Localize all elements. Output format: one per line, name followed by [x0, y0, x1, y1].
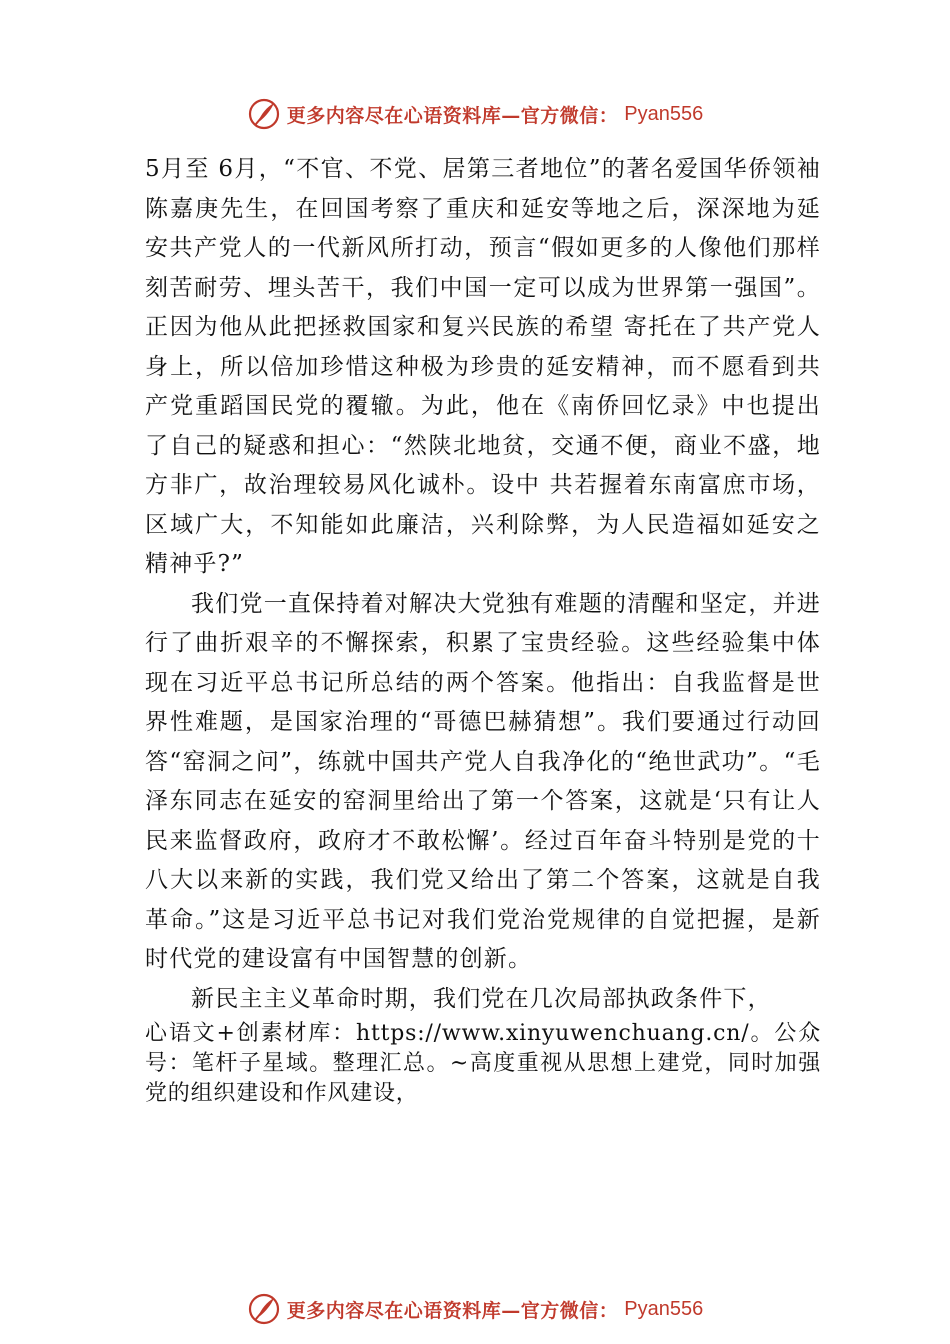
source-note: 心语文+创素材库：https://www.xinyuwenchuang.cn/。公众号：笔杆子星域。整理汇总。~高度重视从思想上建党，同时加强党的组织建设和作风建设， [145, 1021, 821, 1106]
footer-watermark [0, 1287, 950, 1331]
paragraph-new-democratic: 新民主主义革命时期，我们党在几次局部执政条件下， [191, 985, 772, 1012]
watermark-brand-text: 更多内容尽在心语资料库—官方微信： [286, 1299, 619, 1322]
paragraph-two-answers: 我们党一直保持着对解决大党独有难题的清醒和坚定，并进行了曲折艰辛的不懈探索，积累了宝贵经验。这些经验集中体现在习近平总书记所总结的两个答案。他指出：自我监督是世界性难题，是国家治理的“哥德巴赫猜想”。我们要通过行动回答“窑洞之问”，练就中国共产党人自我净化的“绝世武功”。“毛泽东同志在延安的窑洞里给出了第一个答案，这就是‘只有让人民来监督政府，政府才不敢松懈’。经过百年奋斗特别是党的十八大以来新的实践，我们党又给出了第二个答案，这就是自我革命。”这是习近平总书记对我们党治党规律的自觉把握，是新时代党的建设富有中国智慧的创新。 [145, 590, 821, 972]
feather-pen-circle-icon [247, 1292, 281, 1326]
feather-pen-circle-icon [247, 97, 281, 131]
paragraph-chen-jiageng: 5月至 6月，“不官、不党、居第三者地位”的著名爱国华侨领袖陈嘉庚先生，在回国考察了重庆和延安等地之后，深深地为延安共产党人的一代新风所打动，预言“假如更多的人像他们那样刻苦耐劳、埋头苦干，我们中国一定可以成为世界第一强国”。正因为他从此把拯救国家和复兴民族的希望 寄托在了共产党人身上，所以倍加珍惜这种极为珍贵的延安精神，而不愿看到共产党重蹈国民党的覆辙。为此，他在《南侨回忆录》中也提出了自己的疑惑和担心：“然陕北地贫，交通不便，商业不盛，地方非广，故治理较易风化诚朴。设中 共若握着东南富庶市场，区域广大，不知能如此廉洁，兴利除弊，为人民造福如延安之精神乎?” [145, 156, 821, 577]
watermark-account-text: Pyan556 [624, 1297, 704, 1320]
document-body [145, 150, 821, 1109]
watermark-account-text: Pyan556 [624, 102, 704, 125]
watermark-brand-text: 更多内容尽在心语资料库—官方微信： [286, 104, 619, 127]
header-watermark [0, 92, 950, 136]
